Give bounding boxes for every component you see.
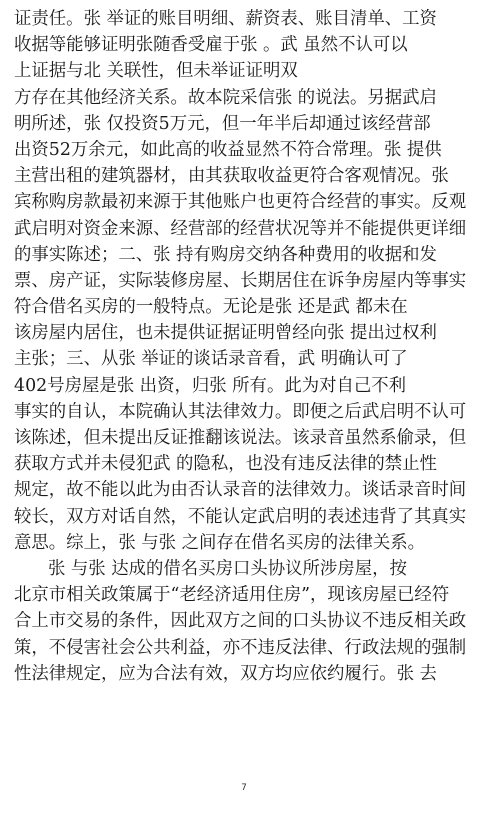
text-line: 该房屋内居住，也未提供证据证明曾经向张 提出过权利 <box>14 323 437 344</box>
text-line: 主营出租的建筑器材，由其获取收益更符合客观情况。张 <box>14 166 449 187</box>
text-line: 性法律规定，应为合法有效，双方均应依约履行。张 去 <box>14 663 437 684</box>
text-line: 事实的自认，本院确认其法律效力。即便之后武启明不认可 <box>14 401 467 422</box>
text-line: 收据等能够证明张随香受雇于张 。武 虽然不认可以 <box>14 35 408 56</box>
text-line: 402号房屋是张 出资，归张 所有。此为对自己不利 <box>14 375 407 396</box>
text-line: 上证据与北 关联性，但未举证证明双 <box>14 61 298 82</box>
text-line: 策，不侵害社会公共利益，亦不违反法律、行政法规的强制 <box>14 637 467 658</box>
text-line: 方存在其他经济关系。故本院采信张 的说法。另据武启 <box>14 87 437 108</box>
text-line: 明所述，张 仅投资5万元，但一年半后却通过该经营部 <box>14 113 431 134</box>
body-text <box>14 6 476 687</box>
text-line: 票、房产证，实际装修房屋、长期居住在诉争房屋内等事实 <box>14 270 467 291</box>
text-line: 出资52万余元，如此高的收益显然不符合常理。张 提供 <box>14 139 442 160</box>
text-line: 获取方式并未侵犯武 的隐私，也没有违反法律的禁止性 <box>14 454 437 475</box>
text-line: 该陈述，但未提出反证推翻该说法。该录音虽然系偷录，但 <box>14 428 467 448</box>
text-line: 张 与张 达成的借名买房口头协议所涉房屋，按 <box>48 558 407 579</box>
page-number: 7 <box>241 783 247 793</box>
text-line: 的事实陈述；二、张 持有购房交纳各种费用的收据和发 <box>14 244 437 265</box>
text-line: 主张；三、从张 举证的谈话录音看，武 明确认可了 <box>14 349 408 370</box>
text-line: 意思。综上，张 与张 之间存在借名买房的法律关系。 <box>14 532 426 553</box>
text-line: 规定，故不能以此为由否认录音的法律效力。谈话录音时间 <box>14 480 467 501</box>
text-line: 武启明对资金来源、经营部的经营状况等并不能提供更详细 <box>14 218 467 239</box>
text-line: 宾称购房款最初来源于其他账户也更符合经营的事实。反观 <box>14 192 467 213</box>
text-line: 证责任。张 举证的账目明细、薪资表、账目清单、工资 <box>14 9 437 29</box>
text-line: 符合借名买房的一般特点。无论是张 还是武 都未在 <box>14 297 408 318</box>
text-line: 北京市相关政策属于“老经济适用住房”，现该房屋已经符 <box>14 585 450 606</box>
text-line: 合上市交易的条件，因此双方之间的口头协议不违反相关政 <box>14 611 467 632</box>
text-line: 较长，双方对话自然，不能认定武启明的表述违背了其真实 <box>14 506 467 527</box>
